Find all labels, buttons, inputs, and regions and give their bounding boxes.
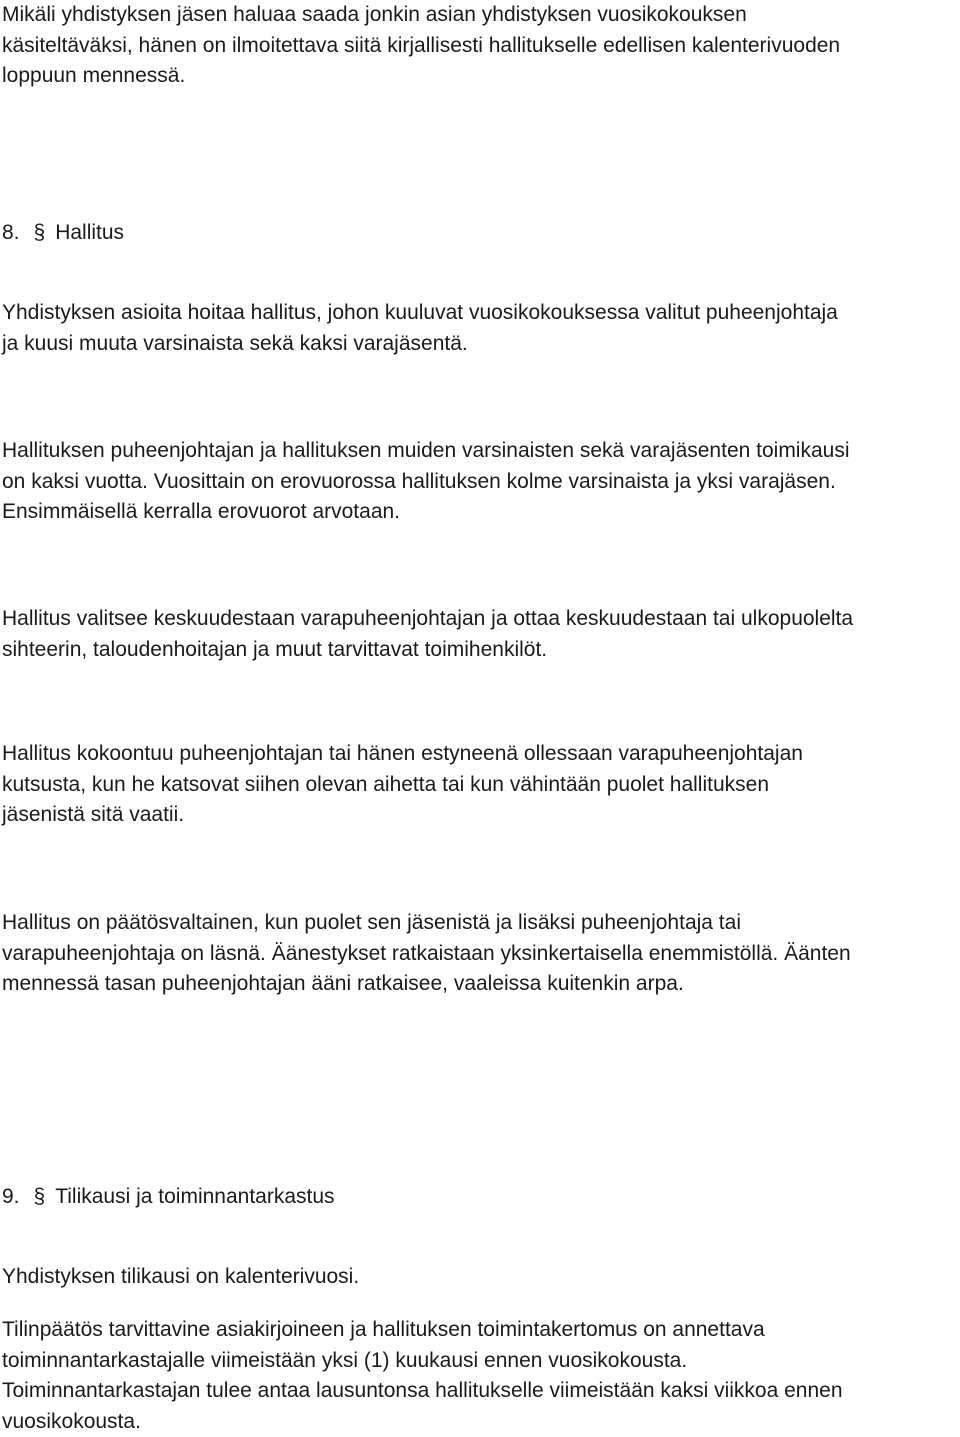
section-9-paragraph-1: Yhdistyksen tilikausi on kalenterivuosi. — [2, 1265, 360, 1288]
section-8-paragraph-3: Hallitus valitsee keskuudestaan varapuheenjohtajan ja ottaa keskuudestaan tai ulkopuolelta sihteerin, taloudenhoitajan ja muut tarvittavat toimihenkilöt. — [2, 607, 854, 661]
section-8-paragraph-5: Hallitus on päätösvaltainen, kun puolet sen jäsenistä ja lisäksi puheenjohtaja tai varapuheenjohtaja on läsnä. Äänestykset ratkaistaan yksinkertaisella enemmistöllä. Äänten mennessä tasan puheenjohtajan ääni ratkaisee, vaaleissa kuitenkin arpa. — [2, 911, 851, 995]
section-number: 8. — [2, 221, 20, 244]
section-symbol: § — [33, 1185, 46, 1208]
section-8-paragraph-1: Yhdistyksen asioita hoitaa hallitus, johon kuuluvat vuosikokouksessa valitut puheenjohtaja ja kuusi muuta varsinaista sekä kaksi varajäsentä. — [2, 301, 838, 355]
section-symbol: § — [33, 221, 46, 244]
section-number: 9. — [2, 1185, 20, 1208]
intro-paragraph: Mikäli yhdistyksen jäsen haluaa saada jonkin asian yhdistyksen vuosikokouksen käsiteltäväksi, hänen on ilmoitettava siitä kirjallisesti hallitukselle edellisen kalenterivuoden loppuun mennessä. — [2, 3, 841, 87]
section-8-paragraph-4: Hallitus kokoontuu puheenjohtajan tai hänen estyneenä ollessaan varapuheenjohtajan kutsusta, kun he katsovat siihen olevan aihetta tai kun vähintään puolet hallituksen jäsenistä sitä vaatii. — [2, 742, 803, 826]
section-title: Tilikausi ja toiminnantarkastus — [55, 1185, 335, 1208]
section-8-heading — [2, 218, 124, 249]
section-8-paragraph-2: Hallituksen puheenjohtajan ja hallituksen muiden varsinaisten sekä varajäsenten toimikausi on kaksi vuotta. Vuosittain on erovuorossa hallituksen kolme varsinaista ja yksi varajäsen. Ensimmäisellä kerralla erovuorot arvotaan. — [2, 439, 850, 523]
section-9-heading — [2, 1182, 335, 1213]
section-title: Hallitus — [55, 221, 125, 244]
section-9-paragraph-2: Tilinpäätös tarvittavine asiakirjoineen ja hallituksen toimintakertomus on annettava toiminnantarkastajalle viimeistään yksi (1) kuukausi ennen vuosikokousta. Toiminnantarkastajan tulee antaa lausuntonsa hallitukselle viimeistään kaksi viikkoa ennen vuosikokousta. — [2, 1318, 843, 1433]
